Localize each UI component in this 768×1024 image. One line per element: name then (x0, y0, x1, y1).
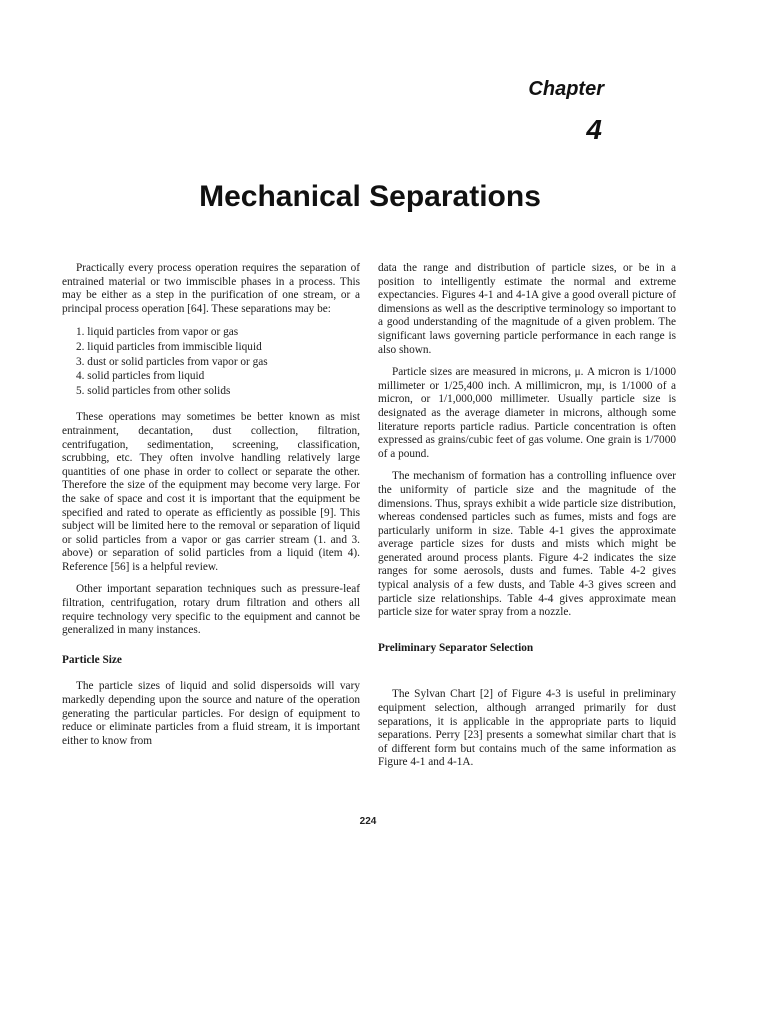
chapter-label: Chapter (528, 78, 604, 100)
list-item: 5. solid particles from other solids (76, 384, 231, 397)
right-column (378, 262, 676, 779)
separation-types-list (62, 326, 360, 398)
left-column (62, 262, 360, 757)
list-item: 4. solid particles from liquid (76, 370, 205, 383)
continuation-paragraph: data the range and distribution of particle sizes, or be in a position to intelligently estimate the normal and extreme expectancies. Figures 4-1 and 4-1A give a good overall picture of dimensions as well as the descriptive terminology so important to a good understanding of the magnitude of a given problem. The significant laws governing particle performance in each range is also shown. (378, 262, 676, 356)
particle-size-paragraph: The particle sizes of liquid and solid dispersoids will vary markedly depending upon the source and nature of the operation generating the particular particles. For design of equipment to reduce or eliminate particles from a fluid stream, it is important either to know from (62, 680, 360, 747)
section-heading-particle-size: Particle Size (62, 653, 122, 666)
section-heading-separator-selection: Preliminary Separator Selection (378, 641, 534, 654)
chapter-number: 4 (586, 114, 602, 145)
list-item: 2. liquid particles from immiscible liquid (76, 340, 262, 353)
microns-paragraph: Particle sizes are measured in microns, μ. A micron is 1/1000 millimeter or 1/25,400 inch. A millimicron, mμ, is 1/1000 of a micron, or 1/1,000,000 millimeter. Usually particle size is designated as the average diameter in microns, although some literature reports particle radius. Particle concentration is often expressed as grains/cubic feet of gas volume. One grain is 1/7000 of a pound. (378, 366, 676, 460)
intro-paragraph: Practically every process operation requires the separation of entrained material or two immiscible phases in a process. This may be either as a step in the purification of one stream, or a principal process operation [64]. These separations may be: (62, 262, 360, 315)
techniques-paragraph: Other important separation techniques such as pressure-leaf filtration, centrifugation, rotary drum filtration and others all require technology very specific to the equipment and cannot be generalized in many instances. (62, 583, 360, 637)
sylvan-chart-paragraph: The Sylvan Chart [2] of Figure 4-3 is useful in preliminary equipment selection, although arranged primarily for dust separations, it is applicable in the appropriate parts to liquid separations. Perry [23] presents a somewhat similar chart that is of different form but contains much of the same information as Figure 4-1 and 4-1A. (378, 688, 676, 769)
list-item: 1. liquid particles from vapor or gas (76, 326, 239, 339)
chapter-title: Mechanical Separations (199, 180, 541, 213)
list-item: 3. dust or solid particles from vapor or gas (76, 355, 268, 368)
formation-paragraph: The mechanism of formation has a controlling influence over the uniformity of particle size and the magnitude of the dimensions. Thus, sprays exhibit a wide particle size distribution, whereas condensed particles such as fumes, mists and fogs are particularly uniform in size. Table 4-1 gives the approximate average particle sizes for dusts and mists which might be generated around process plants. Figure 4-2 indicates the size ranges for some aerosols, dusts and fumes. Table 4-2 gives typical analysis of a few dusts, and Table 4-3 gives screen and particle size relationships. Table 4-4 gives approximate mean particle size for water spray from a nozzle. (378, 470, 676, 619)
page-number: 224 (359, 816, 377, 827)
operations-paragraph: These operations may sometimes be better known as mist entrainment, decantation, dust collection, filtration, centrifugation, sedimentation, screening, classification, scrubbing, etc. They often involve handling relatively large quantities of one phase in order to collect or separate the other. Therefore the size of the equipment may become very large. For the sake of space and cost it is important that the equipment be specified and rated to operate as efficiently as possible [9]. This subject will be limited here to the removal or separation of liquid or solid particles from a vapor or gas carrier stream (1. and 3. above) or separation of solid particles from a liquid (item 4). Reference [56] is a helpful review. (62, 411, 360, 573)
